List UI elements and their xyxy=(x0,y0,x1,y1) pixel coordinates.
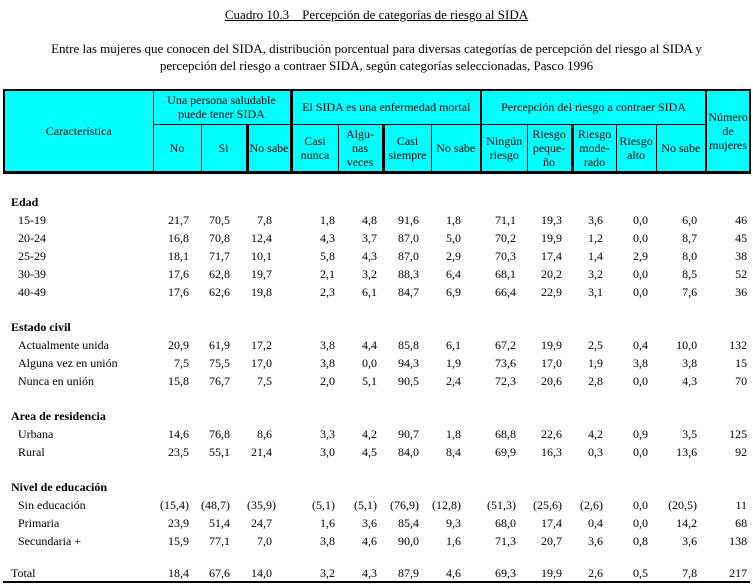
value-cell: 7,5 xyxy=(174,356,189,370)
row-label: Rural xyxy=(18,445,45,459)
value-cell: 8,6 xyxy=(257,427,272,441)
subtitle-line-1: Entre las mujeres que conocen del SIDA, distribución porcentual para diversas categorías de percepción del riesgo al SIDA y xyxy=(51,41,702,56)
value-cell: 55,1 xyxy=(209,445,230,459)
value-cell: 9,3 xyxy=(446,516,462,530)
value-cell: 36 xyxy=(735,285,748,299)
value-cell: 22,9 xyxy=(541,285,563,299)
value-cell: 23,5 xyxy=(168,445,189,459)
value-cell: 77,1 xyxy=(209,534,230,548)
value-cell: 4,6 xyxy=(362,534,377,548)
value-cell: (2,6) xyxy=(580,498,604,512)
row-label: Sin educación xyxy=(18,498,86,512)
col-header-no-sabe-1: No sabe xyxy=(247,124,291,172)
value-cell: 4,2 xyxy=(588,427,604,441)
value-cell: 3,6 xyxy=(362,516,377,530)
value-cell: 1,8 xyxy=(320,213,335,227)
row-label: Alguna vez en unión xyxy=(18,356,118,370)
table-header xyxy=(4,90,750,172)
value-cell: (76,9) xyxy=(390,498,419,512)
value-cell: 2,8 xyxy=(588,374,604,388)
value-cell: 67,2 xyxy=(495,338,517,352)
value-cell: (48,7) xyxy=(201,498,230,512)
value-cell: 0,5 xyxy=(633,566,649,580)
value-cell: 45 xyxy=(735,231,748,245)
value-cell: 2,6 xyxy=(588,566,604,580)
value-cell: 7,8 xyxy=(682,566,698,580)
value-cell: 18,4 xyxy=(168,566,189,580)
value-cell: 0,0 xyxy=(633,445,649,459)
value-cell: 0,4 xyxy=(633,338,649,352)
value-cell: 12,4 xyxy=(251,231,272,245)
value-cell: 70 xyxy=(735,374,748,388)
col-header-no: No xyxy=(153,124,201,172)
value-cell: 85,4 xyxy=(398,516,419,530)
section-label: Area de residencia xyxy=(11,409,106,423)
value-cell: 1,9 xyxy=(588,356,604,370)
value-cell: 20,9 xyxy=(168,338,189,352)
value-cell: 20,6 xyxy=(541,374,563,388)
value-cell: 0,0 xyxy=(633,516,649,530)
value-cell: 76,7 xyxy=(209,374,230,388)
spacer-row xyxy=(4,549,750,563)
section-header-row xyxy=(4,192,750,210)
value-cell: 0,0 xyxy=(633,374,649,388)
value-cell: 69,3 xyxy=(495,566,517,580)
row-label: Secundaria + xyxy=(18,534,82,548)
value-cell: 14,6 xyxy=(168,427,189,441)
value-cell: 3,7 xyxy=(362,231,377,245)
statistics-table xyxy=(3,89,751,581)
value-cell: (12,8) xyxy=(432,498,462,512)
row-label: Actualmente unida xyxy=(18,338,109,352)
value-cell: 22,6 xyxy=(541,427,563,441)
value-cell: 4,6 xyxy=(446,566,462,580)
col-header-riesgo-pequeno: Riesgo peque-ño xyxy=(527,124,572,172)
table-row xyxy=(4,531,750,549)
table-row xyxy=(4,371,750,389)
value-cell: 4,3 xyxy=(362,249,377,263)
total-row xyxy=(4,563,750,581)
value-cell: 4,5 xyxy=(362,445,377,459)
value-cell: 87,0 xyxy=(398,231,419,245)
section-header-row xyxy=(4,317,750,335)
table-row xyxy=(4,210,750,228)
row-label: 20-24 xyxy=(18,231,46,245)
value-cell: 70,3 xyxy=(495,249,517,263)
value-cell: 19,7 xyxy=(251,267,272,281)
table-row xyxy=(4,335,750,353)
value-cell: 1,4 xyxy=(588,249,604,263)
value-cell: 61,9 xyxy=(209,338,230,352)
section-label: Estado civil xyxy=(11,320,71,334)
value-cell: 90,5 xyxy=(398,374,419,388)
value-cell: 5,8 xyxy=(320,249,335,263)
value-cell: 2,5 xyxy=(588,338,604,352)
table-row xyxy=(4,246,750,264)
value-cell: 17,4 xyxy=(541,249,563,263)
value-cell: 19,9 xyxy=(541,231,563,245)
value-cell: 70,8 xyxy=(209,231,230,245)
value-cell: 4,3 xyxy=(320,231,335,245)
value-cell: 2,9 xyxy=(446,249,462,263)
value-cell: 0,0 xyxy=(633,285,649,299)
value-cell: 14,0 xyxy=(251,566,272,580)
section-header-row xyxy=(4,406,750,424)
spacer-cell xyxy=(4,549,750,563)
value-cell: 3,6 xyxy=(682,534,698,548)
value-cell: 51,4 xyxy=(209,516,230,530)
col-header-no-sabe-3: No sabe xyxy=(656,124,706,172)
value-cell: 5,1 xyxy=(362,374,377,388)
value-cell: 38 xyxy=(735,249,748,263)
value-cell: 1,6 xyxy=(320,516,335,530)
value-cell: 3,2 xyxy=(320,566,335,580)
value-cell: 92 xyxy=(735,445,748,459)
value-cell: 0,0 xyxy=(633,498,649,512)
value-cell: 71,1 xyxy=(495,213,517,227)
value-cell: 132 xyxy=(729,338,748,352)
value-cell: 20,2 xyxy=(541,267,563,281)
spacer-row xyxy=(4,172,750,192)
value-cell: 8,0 xyxy=(682,249,698,263)
value-cell: 19,3 xyxy=(541,213,563,227)
value-cell: 87,0 xyxy=(398,249,419,263)
value-cell: 6,4 xyxy=(446,267,462,281)
row-label: 40-49 xyxy=(18,285,46,299)
value-cell: 71,3 xyxy=(495,534,517,548)
table-title: Cuadro 10.3 Percepción de categorías de riesgo al SIDA xyxy=(224,7,529,22)
row-label: 25-29 xyxy=(18,249,46,263)
value-cell: 3,1 xyxy=(588,285,604,299)
value-cell: (15,4) xyxy=(160,498,189,512)
value-cell: 7,5 xyxy=(257,374,272,388)
spacer-row xyxy=(4,300,750,317)
value-cell: 1,8 xyxy=(446,427,462,441)
value-cell: 8,4 xyxy=(446,445,462,459)
value-cell: 17,4 xyxy=(541,516,563,530)
section-label: Edad xyxy=(11,195,39,209)
section-label: Nivel de educación xyxy=(11,480,107,494)
table-row xyxy=(4,353,750,371)
table-row xyxy=(4,228,750,246)
value-cell: 67,6 xyxy=(209,566,230,580)
value-cell: 4,4 xyxy=(362,338,377,352)
value-cell: 0,0 xyxy=(633,267,649,281)
value-cell: 3,2 xyxy=(588,267,604,281)
value-cell: (51,3) xyxy=(487,498,517,512)
group-header-persona-saludable: Una persona saludable puede tener SIDA xyxy=(153,90,291,124)
value-cell: 68 xyxy=(735,516,748,530)
value-cell: 3,8 xyxy=(320,338,335,352)
value-cell: 10,0 xyxy=(676,338,698,352)
section-header-row xyxy=(4,477,750,495)
value-cell: 3,6 xyxy=(588,213,604,227)
value-cell: 91,6 xyxy=(398,213,419,227)
col-header-si: Si xyxy=(201,124,247,172)
value-cell: 13,6 xyxy=(676,445,698,459)
value-cell: 10,1 xyxy=(251,249,272,263)
value-cell: 62,6 xyxy=(209,285,230,299)
value-cell: 7,6 xyxy=(682,285,698,299)
value-cell: 87,9 xyxy=(398,566,419,580)
value-cell: 8,5 xyxy=(682,267,698,281)
value-cell: 21,4 xyxy=(251,445,272,459)
value-cell: 17,6 xyxy=(168,285,189,299)
value-cell: 19,8 xyxy=(251,285,272,299)
value-cell: 1,6 xyxy=(446,534,462,548)
value-cell: 11 xyxy=(735,498,748,512)
value-cell: 3,8 xyxy=(320,356,335,370)
value-cell: 76,8 xyxy=(209,427,230,441)
value-cell: (20,5) xyxy=(668,498,698,512)
spacer-cell xyxy=(4,460,750,477)
value-cell: 3,8 xyxy=(633,356,649,370)
value-cell: 2,1 xyxy=(320,267,335,281)
col-header-casi-nunca: Casi nunca xyxy=(291,124,338,172)
value-cell: 2,9 xyxy=(633,249,649,263)
group-header-enfermedad-mortal: El SIDA es una enfermedad mortal xyxy=(291,90,481,124)
table-row xyxy=(4,424,750,442)
value-cell: (25,6) xyxy=(533,498,563,512)
value-cell: 75,5 xyxy=(209,356,230,370)
value-cell: 17,0 xyxy=(541,356,563,370)
value-cell: 7,0 xyxy=(257,534,272,548)
value-cell: 0,0 xyxy=(633,213,649,227)
value-cell: 84,7 xyxy=(398,285,419,299)
number-of-women-header: Número de mujeres xyxy=(706,90,750,172)
value-cell: 3,2 xyxy=(362,267,377,281)
value-cell: 6,1 xyxy=(446,338,462,352)
table-row xyxy=(4,282,750,300)
col-header-riesgo-moderado: Riesgo mode-rado xyxy=(572,124,616,172)
value-cell: 4,8 xyxy=(362,213,377,227)
value-cell: 3,8 xyxy=(682,356,698,370)
subtitle-line-2: percepción del riesgo a contraer SIDA, según categorías seleccionadas, Pasco 1996 xyxy=(159,58,594,73)
value-cell: 17,0 xyxy=(251,356,272,370)
value-cell: 0,8 xyxy=(633,534,649,548)
value-cell: 18,1 xyxy=(168,249,189,263)
value-cell: 14,2 xyxy=(676,516,698,530)
value-cell: 217 xyxy=(729,566,748,580)
table-body xyxy=(4,172,750,581)
value-cell: 6,0 xyxy=(682,213,698,227)
table-row xyxy=(4,513,750,531)
value-cell: 3,8 xyxy=(320,534,335,548)
value-cell: 71,7 xyxy=(209,249,230,263)
row-label: 30-39 xyxy=(18,267,46,281)
value-cell: 0,4 xyxy=(588,516,604,530)
bottom-rule xyxy=(3,581,750,583)
value-cell: 19,9 xyxy=(541,566,563,580)
value-cell: 3,5 xyxy=(682,427,698,441)
spacer-cell xyxy=(4,172,750,192)
value-cell: 84,0 xyxy=(398,445,419,459)
value-cell: 52 xyxy=(735,267,748,281)
value-cell: 15,9 xyxy=(168,534,189,548)
value-cell: 6,9 xyxy=(446,285,462,299)
value-cell: 70,2 xyxy=(495,231,517,245)
value-cell: 69,9 xyxy=(495,445,517,459)
value-cell: 4,3 xyxy=(362,566,377,580)
value-cell: 85,8 xyxy=(398,338,419,352)
value-cell: 68,1 xyxy=(495,267,517,281)
characteristic-header: Característica xyxy=(4,90,153,172)
value-cell: 19,9 xyxy=(541,338,563,352)
value-cell: 7,8 xyxy=(257,213,272,227)
col-header-casi-siempre: Casi siempre xyxy=(383,124,431,172)
table-row xyxy=(4,495,750,513)
value-cell: 16,8 xyxy=(168,231,189,245)
value-cell: 6,1 xyxy=(362,285,377,299)
row-label: Urbana xyxy=(18,427,54,441)
value-cell: 138 xyxy=(729,534,748,548)
value-cell: 70,5 xyxy=(209,213,230,227)
value-cell: (5,1) xyxy=(354,498,377,512)
value-cell: 4,3 xyxy=(682,374,698,388)
value-cell: 90,7 xyxy=(398,427,419,441)
table-row xyxy=(4,264,750,282)
value-cell: (5,1) xyxy=(312,498,335,512)
value-cell: 17,2 xyxy=(251,338,272,352)
value-cell: 5,0 xyxy=(446,231,462,245)
row-label: Nunca en unión xyxy=(18,374,94,388)
spacer-row xyxy=(4,460,750,477)
value-cell: 23,9 xyxy=(168,516,189,530)
value-cell: 125 xyxy=(729,427,748,441)
value-cell: 0,9 xyxy=(633,427,649,441)
value-cell: 20,7 xyxy=(541,534,563,548)
value-cell: 24,7 xyxy=(251,516,272,530)
col-header-riesgo-alto: Riesgo alto xyxy=(616,124,656,172)
value-cell: 1,8 xyxy=(446,213,462,227)
value-cell: 72,3 xyxy=(495,374,517,388)
row-label: 15-19 xyxy=(18,213,46,227)
col-header-ningun-riesgo: Ningún riesgo xyxy=(481,124,527,172)
value-cell: 3,0 xyxy=(320,445,335,459)
value-cell: 0,0 xyxy=(633,231,649,245)
group-header-percepcion-riesgo: Percepción del riesgo a contraer SIDA xyxy=(481,90,706,124)
value-cell: 2,4 xyxy=(446,374,462,388)
spacer-cell xyxy=(4,300,750,317)
value-cell: 0,0 xyxy=(362,356,377,370)
value-cell: 21,7 xyxy=(168,213,189,227)
col-header-no-sabe-2: No sabe xyxy=(431,124,481,172)
value-cell: 16,3 xyxy=(541,445,563,459)
value-cell: 68,0 xyxy=(495,516,517,530)
value-cell: 1,9 xyxy=(446,356,462,370)
value-cell: 66,4 xyxy=(495,285,517,299)
value-cell: 2,3 xyxy=(320,285,335,299)
value-cell: 1,2 xyxy=(588,231,604,245)
value-cell: 90,0 xyxy=(398,534,419,548)
spacer-row xyxy=(4,389,750,406)
value-cell: 15,8 xyxy=(168,374,189,388)
value-cell: 94,3 xyxy=(398,356,419,370)
value-cell: 88,3 xyxy=(398,267,419,281)
table-subtitle xyxy=(0,40,753,74)
row-label: Total xyxy=(11,566,36,580)
row-label: Primaria xyxy=(18,516,60,530)
spacer-cell xyxy=(4,389,750,406)
value-cell: 62,8 xyxy=(209,267,230,281)
col-header-algunas-veces: Algu-nas veces xyxy=(338,124,383,172)
value-cell: 3,3 xyxy=(320,427,335,441)
value-cell: (35,9) xyxy=(247,498,276,512)
value-cell: 4,2 xyxy=(362,427,377,441)
value-cell: 17,6 xyxy=(168,267,189,281)
value-cell: 46 xyxy=(735,213,748,227)
value-cell: 8,7 xyxy=(682,231,698,245)
header-group-row xyxy=(4,90,750,124)
value-cell: 0,3 xyxy=(588,445,604,459)
value-cell: 15 xyxy=(735,356,748,370)
value-cell: 3,6 xyxy=(588,534,604,548)
value-cell: 73,6 xyxy=(495,356,517,370)
value-cell: 2,0 xyxy=(320,374,335,388)
table-row xyxy=(4,442,750,460)
value-cell: 68,8 xyxy=(495,427,517,441)
